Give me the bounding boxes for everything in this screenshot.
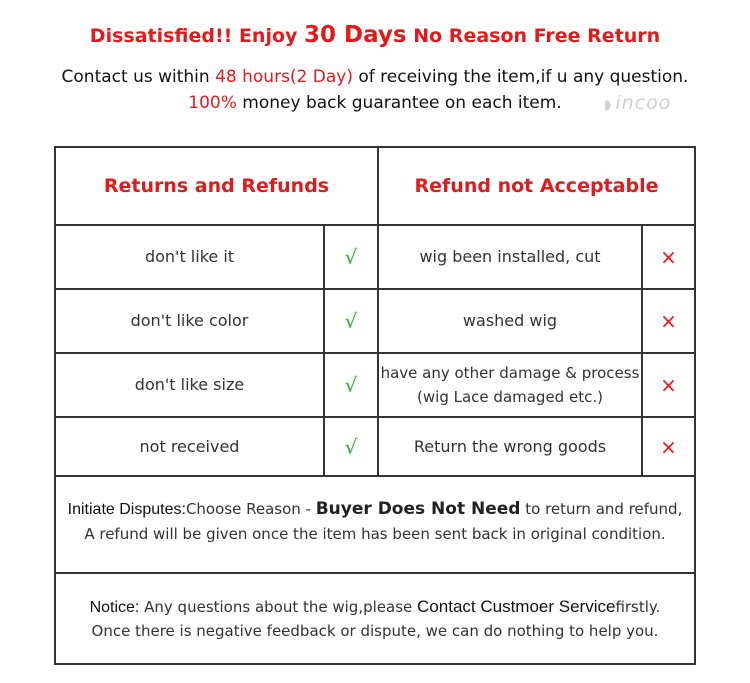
reject-reason: washed wig (462, 311, 558, 330)
logo-mark-icon: ◗ (604, 97, 613, 113)
headline-text-end: No Reason Free Return (406, 25, 661, 47)
accept-reason: don't like it (144, 247, 235, 266)
notice-line (56, 594, 694, 620)
check-icon: √ (344, 309, 358, 333)
cross-icon: × (660, 309, 677, 333)
disputes-label: Initiate Disputes (67, 501, 182, 518)
reject-reason: wig been installed, cut (419, 247, 601, 266)
accept-reason: not received (139, 436, 240, 456)
guarantee-percent: 100% (188, 93, 237, 113)
disputes-text: Choose Reason - (185, 500, 316, 518)
accept-reason: don't like color (130, 311, 249, 330)
disputes-line2: A refund will be given once the item has been sent back in original condition. (84, 525, 666, 543)
table-divider (54, 572, 696, 574)
contact-hours: 48 hours(2 Day) (215, 67, 353, 87)
headline-text: Dissatisfied!! Enjoy (89, 25, 305, 47)
headline (0, 22, 750, 48)
notice-text-end: firstly. (615, 598, 661, 616)
check-icon: √ (344, 245, 358, 269)
disputes-colon: : (181, 501, 186, 518)
check-icon: √ (344, 373, 358, 397)
contact-line-end: of receiving the item,if u any question. (352, 67, 689, 87)
reject-reason: Return the wrong goods (413, 436, 607, 456)
disputes-emphasis: Buyer Does Not Need (315, 499, 521, 519)
accept-reason: don't like size (134, 375, 245, 394)
refund-not-acceptable-header: Refund not Acceptable (414, 175, 659, 197)
brand-logo (604, 92, 671, 114)
contact-line (0, 67, 750, 87)
notice-colon: : (134, 599, 140, 616)
returns-refunds-header: Returns and Refunds (103, 175, 330, 197)
headline-days: 30 Days (304, 22, 407, 48)
notice-line2: Once there is negative feedback or dispute, we can do nothing to help you. (91, 622, 659, 640)
notice-text: Any questions about the wig,please (139, 598, 418, 616)
reject-reason (379, 354, 641, 416)
notice-emphasis: Contact Custmoer Service (417, 597, 616, 616)
logo-text: incoo (615, 92, 672, 114)
disputes-text-end: to return and refund, (520, 500, 683, 518)
disputes-line (56, 497, 694, 522)
contact-line-start: Contact us within (61, 67, 216, 87)
check-icon: √ (344, 434, 358, 459)
cross-icon: × (660, 434, 677, 459)
reject-reason-line: have any other damage & process (380, 364, 640, 382)
cross-icon: × (660, 373, 677, 397)
notice-label: Notice (89, 599, 135, 616)
reject-reason-line: (wig Lace damaged etc.) (417, 388, 603, 406)
guarantee-text: money back guarantee on each item. (236, 93, 562, 113)
table-divider (54, 475, 696, 477)
cross-icon: × (660, 245, 677, 269)
